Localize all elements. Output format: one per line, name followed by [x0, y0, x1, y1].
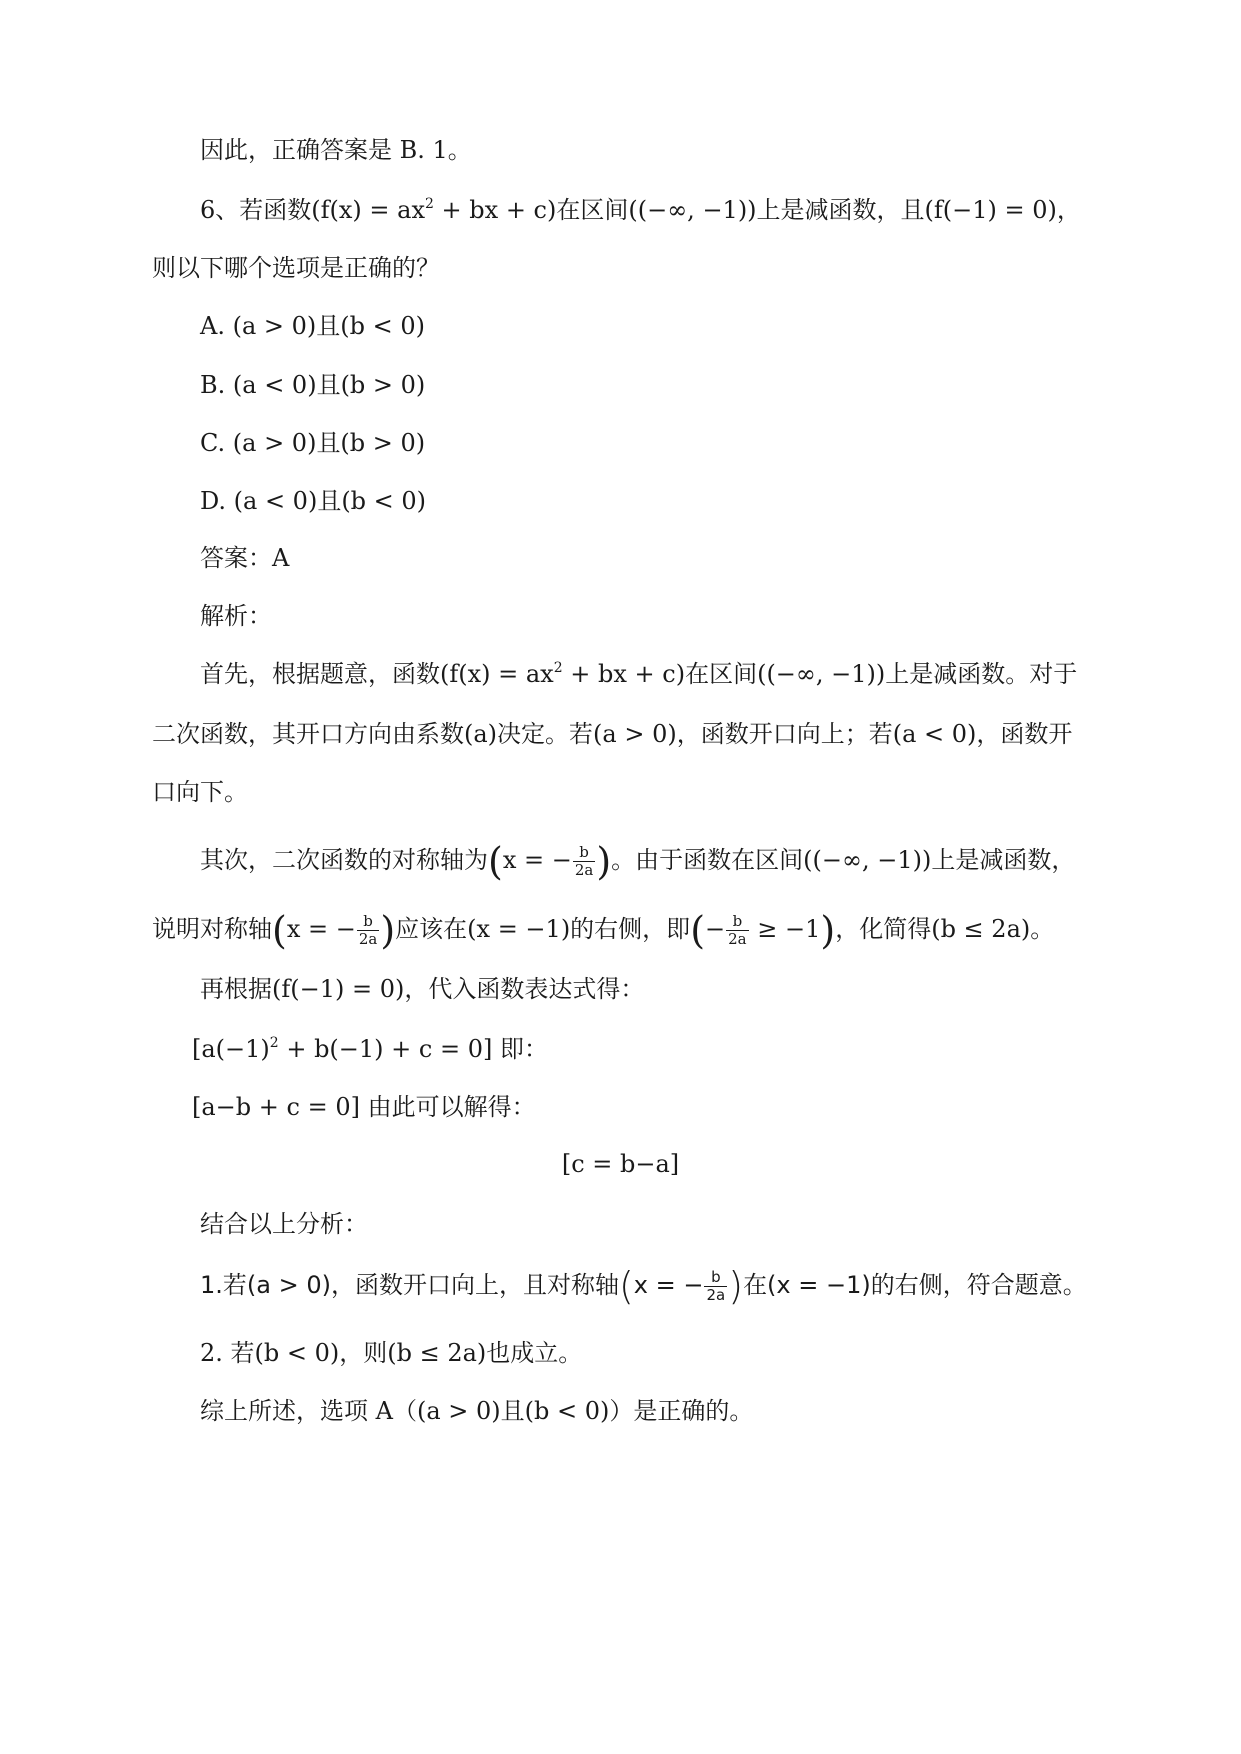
answer-line: 答案：A — [200, 544, 290, 572]
paragraph-line: 二次函数，其开口方向由系数(a)决定。若(a > 0)，函数开口向上；若(a < 0)，函数开 — [152, 720, 1073, 748]
option-b: B. (a < 0)且(b > 0) — [200, 371, 426, 399]
paragraph-line: 口向下。 — [152, 778, 248, 806]
option-a: A. (a > 0)且(b < 0) — [200, 312, 425, 340]
fraction: $\frac{b}{2a}$ — [706, 1267, 726, 1304]
conclusion-item-2: 2. 若(b < 0)，则(b ≤ 2a)也成立。 — [200, 1339, 583, 1367]
fraction: $\frac{b}{2a}$ — [728, 912, 747, 948]
paragraph-line: 其次，二次函数的对称轴为(x = − $\frac{b}{2a}$ )。由于函数在区间((−∞, −1))上是减函数， — [200, 839, 1076, 884]
paragraph-line: 说明对称轴(x = − $\frac{b}{2a}$ )应该在(x = −1)的右侧，即(− $\frac{b}{2a}$ ≥ −1)，化简得(b ≤ 2a)。 — [152, 908, 1055, 953]
paragraph-line: 结合以上分析： — [200, 1210, 368, 1238]
question-6-line-2: 则以下哪个选项是正确的？ — [152, 254, 440, 282]
text-line: 因此，正确答案是 B. 1。 — [200, 136, 472, 164]
paragraph-line: 首先，根据题意，函数($f(x) = ax^2$ + bx + c)在区间((−∞, −1))上是减函数。对于 — [200, 660, 1078, 688]
conclusion-item-1: 1.若(a > 0)，函数开口向上，且对称轴(x = − $\frac{b}{2a}$ )在(x = −1)的右侧，符合题意。 — [200, 1264, 1087, 1308]
fraction: $\frac{b}{2a}$ — [358, 912, 378, 948]
centered-equation: [c = b−a] — [561, 1150, 680, 1178]
question-6-line: 6、若函数($f(x) = ax^2$ + bx + c)在区间((−∞, −1))上是减函数，且(f(−1) = 0)， — [200, 196, 1081, 224]
option-d: D. (a < 0)且(b < 0) — [200, 487, 427, 515]
equation-line: [a−b + c = 0] 由此可以解得： — [192, 1093, 536, 1121]
analysis-heading: 解析： — [200, 602, 272, 630]
equation-line: $[a(-1)^2 + b(-1) + c = 0]$ 即： — [192, 1035, 548, 1063]
paragraph-line: 再根据(f(−1) = 0)，代入函数表达式得： — [200, 975, 645, 1003]
option-c: C. (a > 0)且(b > 0) — [200, 429, 426, 457]
fraction: $\frac{b}{2a}$ — [574, 843, 594, 879]
summary-line: 综上所述，选项 A（(a > 0)且(b < 0)）是正确的。 — [200, 1397, 754, 1425]
